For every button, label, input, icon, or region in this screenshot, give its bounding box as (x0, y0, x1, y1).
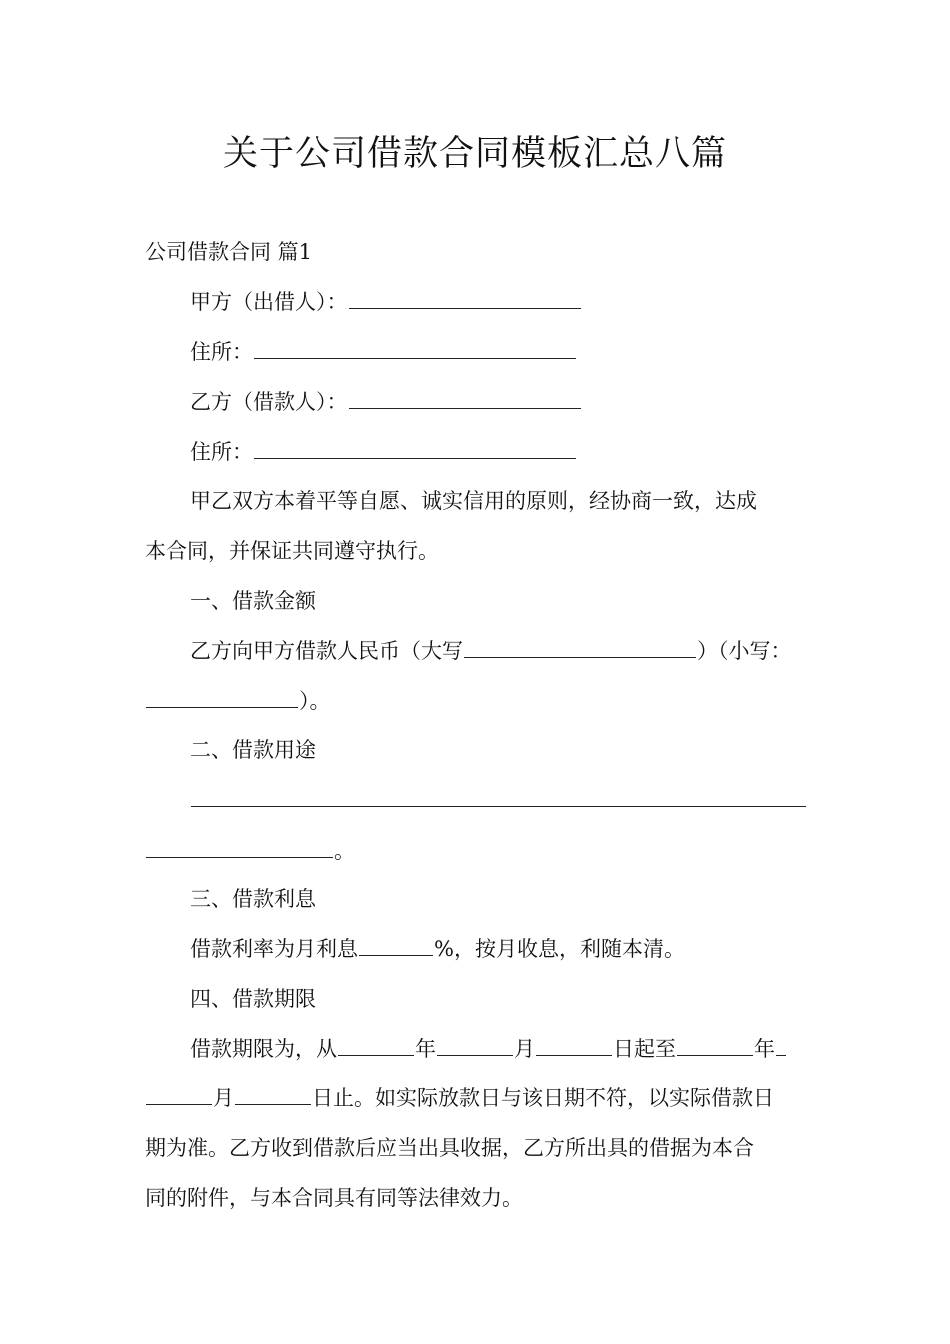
party-b-blank (349, 388, 581, 409)
clause2-end: 。 (334, 839, 355, 863)
party-b-address-label: 住所： (190, 440, 253, 464)
clause2-purpose-line-1 (190, 785, 807, 815)
party-a-address-blank (254, 338, 576, 359)
clause3-text-a: 借款利率为月利息 (190, 937, 358, 961)
end-year-label: 年 (754, 1037, 775, 1061)
party-a-label: 甲方（出借人）： (190, 290, 348, 314)
interest-rate-blank (359, 935, 433, 956)
clause2-purpose-line-2 (145, 836, 355, 866)
clause3-text-b: %，按月收息，利随本清。 (434, 937, 685, 961)
end-month-blank-part-1 (776, 1035, 786, 1056)
party-b-address-blank (254, 438, 576, 459)
start-month-blank (437, 1035, 513, 1056)
clause3-heading: 三、借款利息 (190, 887, 316, 911)
party-b-address-line (190, 437, 577, 467)
clause4-line-2 (145, 1083, 774, 1113)
start-year-blank (338, 1035, 414, 1056)
start-day-label: 日起至 (613, 1037, 676, 1061)
amount-uppercase-blank (464, 637, 696, 658)
start-day-blank (536, 1035, 612, 1056)
end-day-blank (235, 1084, 311, 1105)
party-a-address-label: 住所： (190, 340, 253, 364)
clause1-heading: 一、借款金额 (190, 589, 316, 613)
end-month-blank-part-2 (146, 1084, 212, 1105)
start-year-label: 年 (415, 1037, 436, 1061)
section-heading: 公司借款合同 篇1 (145, 240, 313, 264)
purpose-blank-2 (146, 837, 333, 858)
clause4-line-1 (190, 1034, 787, 1064)
party-a-address-line (190, 337, 577, 367)
intro-line-1: 甲乙双方本着平等自愿、诚实信用的原则，经协商一致，达成 (190, 489, 757, 513)
party-b-label: 乙方（借款人）： (190, 390, 348, 414)
end-month-label: 月 (213, 1086, 234, 1110)
clause1-text-c: ）。 (299, 689, 331, 713)
clause3-line (190, 934, 685, 964)
clause1-line-1 (190, 636, 792, 666)
clause4-line-3: 期为准。乙方收到借款后应当出具收据，乙方所出具的借据为本合 (145, 1136, 754, 1160)
party-a-line (190, 287, 582, 317)
start-month-label: 月 (514, 1037, 535, 1061)
purpose-blank-1 (191, 786, 806, 807)
document-title: 关于公司借款合同模板汇总八篇 (222, 134, 727, 174)
clause4-end-day-text: 日止。如实际放款日与该日期不符，以实际借款日 (312, 1086, 774, 1110)
clause4-text-a: 借款期限为，从 (190, 1037, 337, 1061)
clause1-line-2 (145, 686, 331, 716)
clause1-text-a: 乙方向甲方借款人民币（大写 (190, 639, 463, 663)
clause2-heading: 二、借款用途 (190, 738, 316, 762)
party-b-line (190, 387, 582, 417)
clause4-heading: 四、借款期限 (190, 987, 316, 1011)
party-a-blank (349, 288, 581, 309)
intro-line-2: 本合同，并保证共同遵守执行。 (145, 539, 439, 563)
clause1-text-b: ）（小写： (697, 639, 792, 663)
amount-lowercase-blank (146, 687, 298, 708)
end-year-blank (677, 1035, 753, 1056)
clause4-line-4: 同的附件，与本合同具有同等法律效力。 (145, 1186, 523, 1210)
